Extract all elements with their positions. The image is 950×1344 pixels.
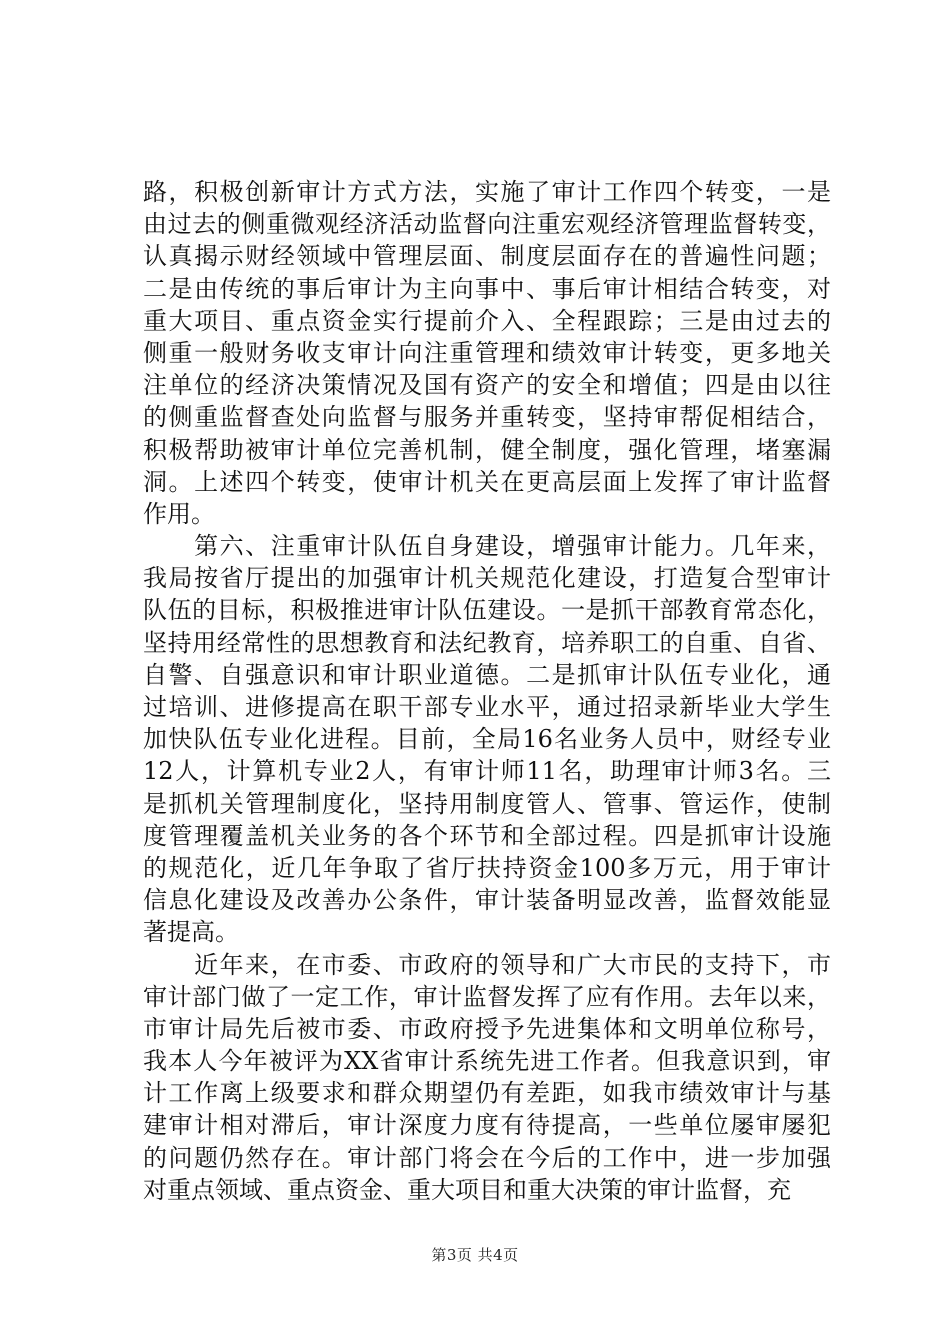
text-line: 的规范化，近几年争取了省厅扶持资金100多万元，用于审计: [143, 853, 831, 882]
paragraph: [143, 949, 831, 1207]
text-line: 重大项目、重点资金实行提前介入、全程跟踪；三是由过去的: [143, 306, 831, 335]
text-line: 由过去的侧重微观经济活动监督向注重宏观经济管理监督转变，: [143, 210, 831, 239]
page-number-footer: 第3页 共4页: [431, 1246, 519, 1264]
text-line: 积极帮助被审计单位完善机制，健全制度，强化管理，堵塞漏: [143, 435, 831, 464]
text-line: 审计部门做了一定工作，审计监督发挥了应有作用。去年以来，: [143, 982, 831, 1011]
paragraph: [143, 530, 831, 948]
text-line: 路，积极创新审计方式方法，实施了审计工作四个转变，一是: [143, 178, 831, 206]
document-body: [143, 176, 831, 1206]
text-line: 我局按省厅提出的加强审计机关规范化建设，打造复合型审计: [143, 564, 831, 593]
text-line: 信息化建设及改善办公条件，审计装备明显改善，监督效能显: [143, 886, 831, 915]
text-line: 作用。: [143, 499, 215, 528]
text-line: 著提高。: [143, 918, 239, 947]
text-line: 坚持用经常性的思想教育和法纪教育，培养职工的自重、自省、: [143, 628, 831, 657]
text-line: 注单位的经济决策情况及国有资产的安全和增值；四是由以往: [143, 371, 831, 400]
text-line: 我本人今年被评为XX省审计系统先进工作者。但我意识到，审: [143, 1047, 831, 1076]
text-line: 认真揭示财经领域中管理层面、制度层面存在的普遍性问题；: [143, 242, 831, 271]
text-line: 的问题仍然存在。审计部门将会在今后的工作中，进一步加强: [143, 1143, 831, 1172]
text-line: 是抓机关管理制度化，坚持用制度管人、管事、管运作，使制: [143, 789, 831, 818]
text-line: 的侧重监督查处向监督与服务并重转变，坚持审帮促相结合，: [143, 403, 831, 432]
text-line: 市审计局先后被市委、市政府授予先进集体和文明单位称号，: [143, 1014, 831, 1043]
text-line: 二是由传统的事后审计为主向事中、事后审计相结合转变，对: [143, 274, 831, 303]
text-line: 计工作离上级要求和群众期望仍有差距，如我市绩效审计与基: [143, 1079, 831, 1108]
text-line: 对重点领域、重点资金、重大项目和重大决策的审计监督，充: [143, 1175, 791, 1204]
text-line: 12人，计算机专业2人，有审计师11名，助理审计师3名。三: [143, 757, 831, 786]
text-line: 度管理覆盖机关业务的各个环节和全部过程。四是抓审计设施: [143, 821, 831, 850]
text-line: 洞。上述四个转变，使审计机关在更高层面上发挥了审计监督: [143, 467, 831, 496]
text-line: 第六、注重审计队伍自身建设，增强审计能力。几年来，: [143, 532, 831, 561]
text-line: 过培训、进修提高在职干部专业水平，通过招录新毕业大学生: [143, 693, 831, 721]
text-line: 加快队伍专业化进程。目前，全局16名业务人员中，财经专业: [143, 725, 831, 754]
text-line: 近年来，在市委、市政府的领导和广大市民的支持下，市: [143, 950, 831, 979]
text-line: 自警、自强意识和审计职业道德。二是抓审计队伍专业化，通: [143, 660, 831, 689]
text-line: 队伍的目标，积极推进审计队伍建设。一是抓干部教育常态化，: [143, 596, 831, 625]
text-line: 侧重一般财务收支审计向注重管理和绩效审计转变，更多地关: [143, 338, 831, 367]
paragraph: [143, 176, 831, 530]
text-line: 建审计相对滞后，审计深度力度有待提高，一些单位屡审屡犯: [143, 1111, 831, 1140]
